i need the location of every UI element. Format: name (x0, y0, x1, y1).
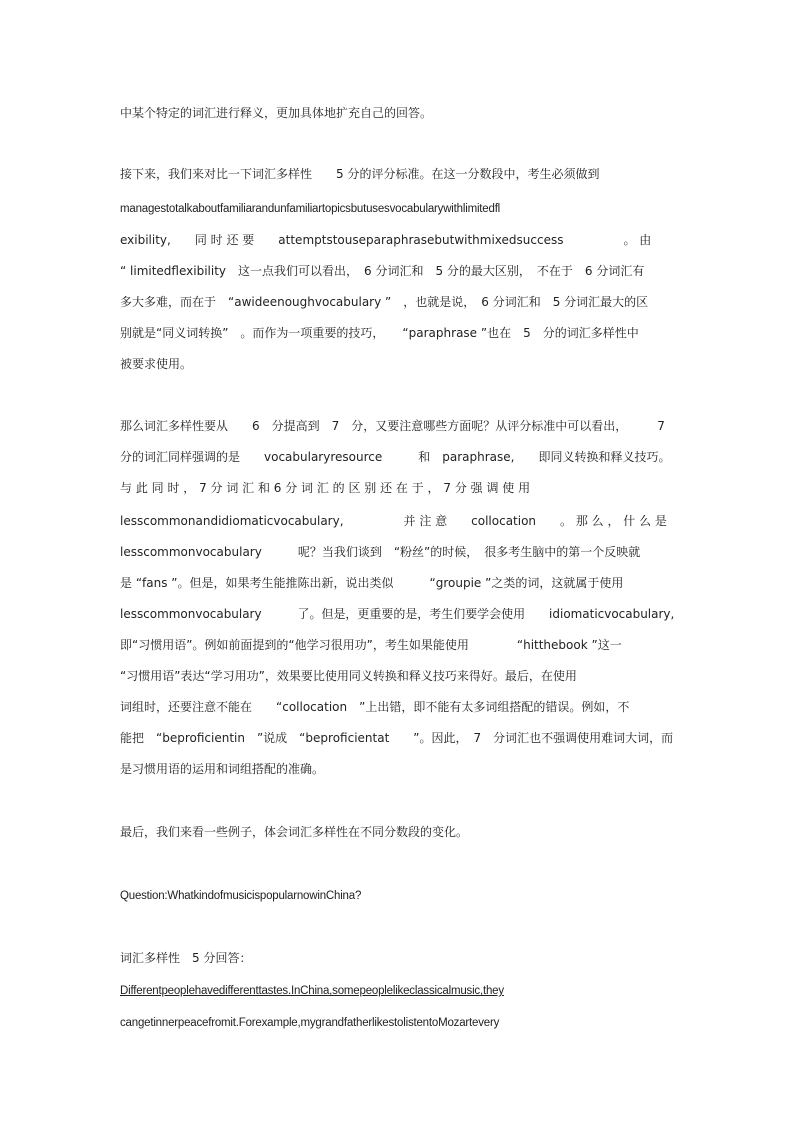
question-line: Question:WhatkindofmusicispopularnowinChina? (120, 890, 362, 902)
paragraph-line: 分的词汇同样强调的是 vocabularyresource 和 paraphrase, 即同义转换和释义技巧。 (120, 450, 671, 464)
paragraph-line: 是 “fans ”。但是，如果考生能推陈出新，说出类似 “groupie ”之类的词，这就属于使用 (120, 576, 624, 590)
paragraph-line: managestotalkaboutfamiliarandunfamiliartopicsbutusesvocabularywithlimitedfl (120, 203, 501, 215)
paragraph-line: “ limitedflexibility 这一点我们可以看出， 6 分词汇和 5 分的最大区别， 不在于 6 分词汇有 (120, 264, 645, 278)
paragraph-line: 多大多难，而在于 “awideenoughvocabulary ” ，也就是说， 6 分词汇和 5 分词汇最大的区 (120, 295, 649, 309)
paragraph-line: lesscommonvocabulary 了。但是，更重要的是，考生们要学会使用 idiomaticvocabulary, (120, 607, 675, 621)
paragraph-line: lesscommonvocabulary 呢？当我们谈到 “粉丝”的时候， 很多考生脑中的第一个反映就 (120, 545, 641, 559)
answer-line: cangetinnerpeacefromit.Forexample,mygrandfatherlikestolistentoMozartevery (120, 1017, 500, 1029)
paragraph-line: 那么词汇多样性要从 6 分提高到 7 分，又要注意哪些方面呢？从评分标准中可以看出， 7 (120, 419, 665, 433)
paragraph-line: 接下来，我们来对比一下词汇多样性 5 分的评分标准。在这一分数段中，考生必须做到 (120, 167, 600, 181)
answer-line: Differentpeoplehavedifferenttastes.InChina,somepeoplelikeclassicalmusic,they (120, 985, 504, 997)
paragraph-line: 最后，我们来看一些例子，体会词汇多样性在不同分数段的变化。 (120, 825, 469, 839)
answer-heading: 词汇多样性 5 分回答： (120, 951, 252, 965)
paragraph-line: 是习惯用语的运用和词组搭配的准确。 (120, 762, 325, 776)
paragraph-line: exibility, 同 时 还 要 attemptstouseparaphrasebutwithmixedsuccess 。 由 (120, 233, 652, 247)
paragraph-line: 别就是“同义词转换” 。而作为一项重要的技巧， “paraphrase ”也在 5 分的词汇多样性中 (120, 326, 639, 340)
paragraph-line: 即“习惯用语”。例如前面提到的“他学习很用功”，考生如果能使用 “hitthebook ”这一 (120, 638, 622, 652)
paragraph-line: 与 此 同 时 ， 7 分 词 汇 和 6 分 词 汇 的 区 别 还 在 于 ， 7 分 强 调 使 用 (120, 481, 531, 495)
paragraph-line: “习惯用语”表达“学习用功”，效果要比使用同义转换和释义技巧来得好。最后，在使用 (120, 669, 577, 683)
paragraph-line: 中某个特定的词汇进行释义，更加具体地扩充自己的回答。 (120, 106, 433, 120)
paragraph-line: 词组时，还要注意不能在 “collocation ”上出错，即不能有太多词组搭配的错误。例如，不 (120, 700, 630, 714)
paragraph-line: 能把 “beproficientin ”说成 “beproficientat ”。因此， 7 分词汇也不强调使用难词大词，而 (120, 731, 674, 745)
paragraph-line: 被要求使用。 (120, 357, 193, 371)
paragraph-line: lesscommonandidiomaticvocabulary, 并 注 意 collocation 。 那 么 ， 什 么 是 (120, 514, 667, 528)
